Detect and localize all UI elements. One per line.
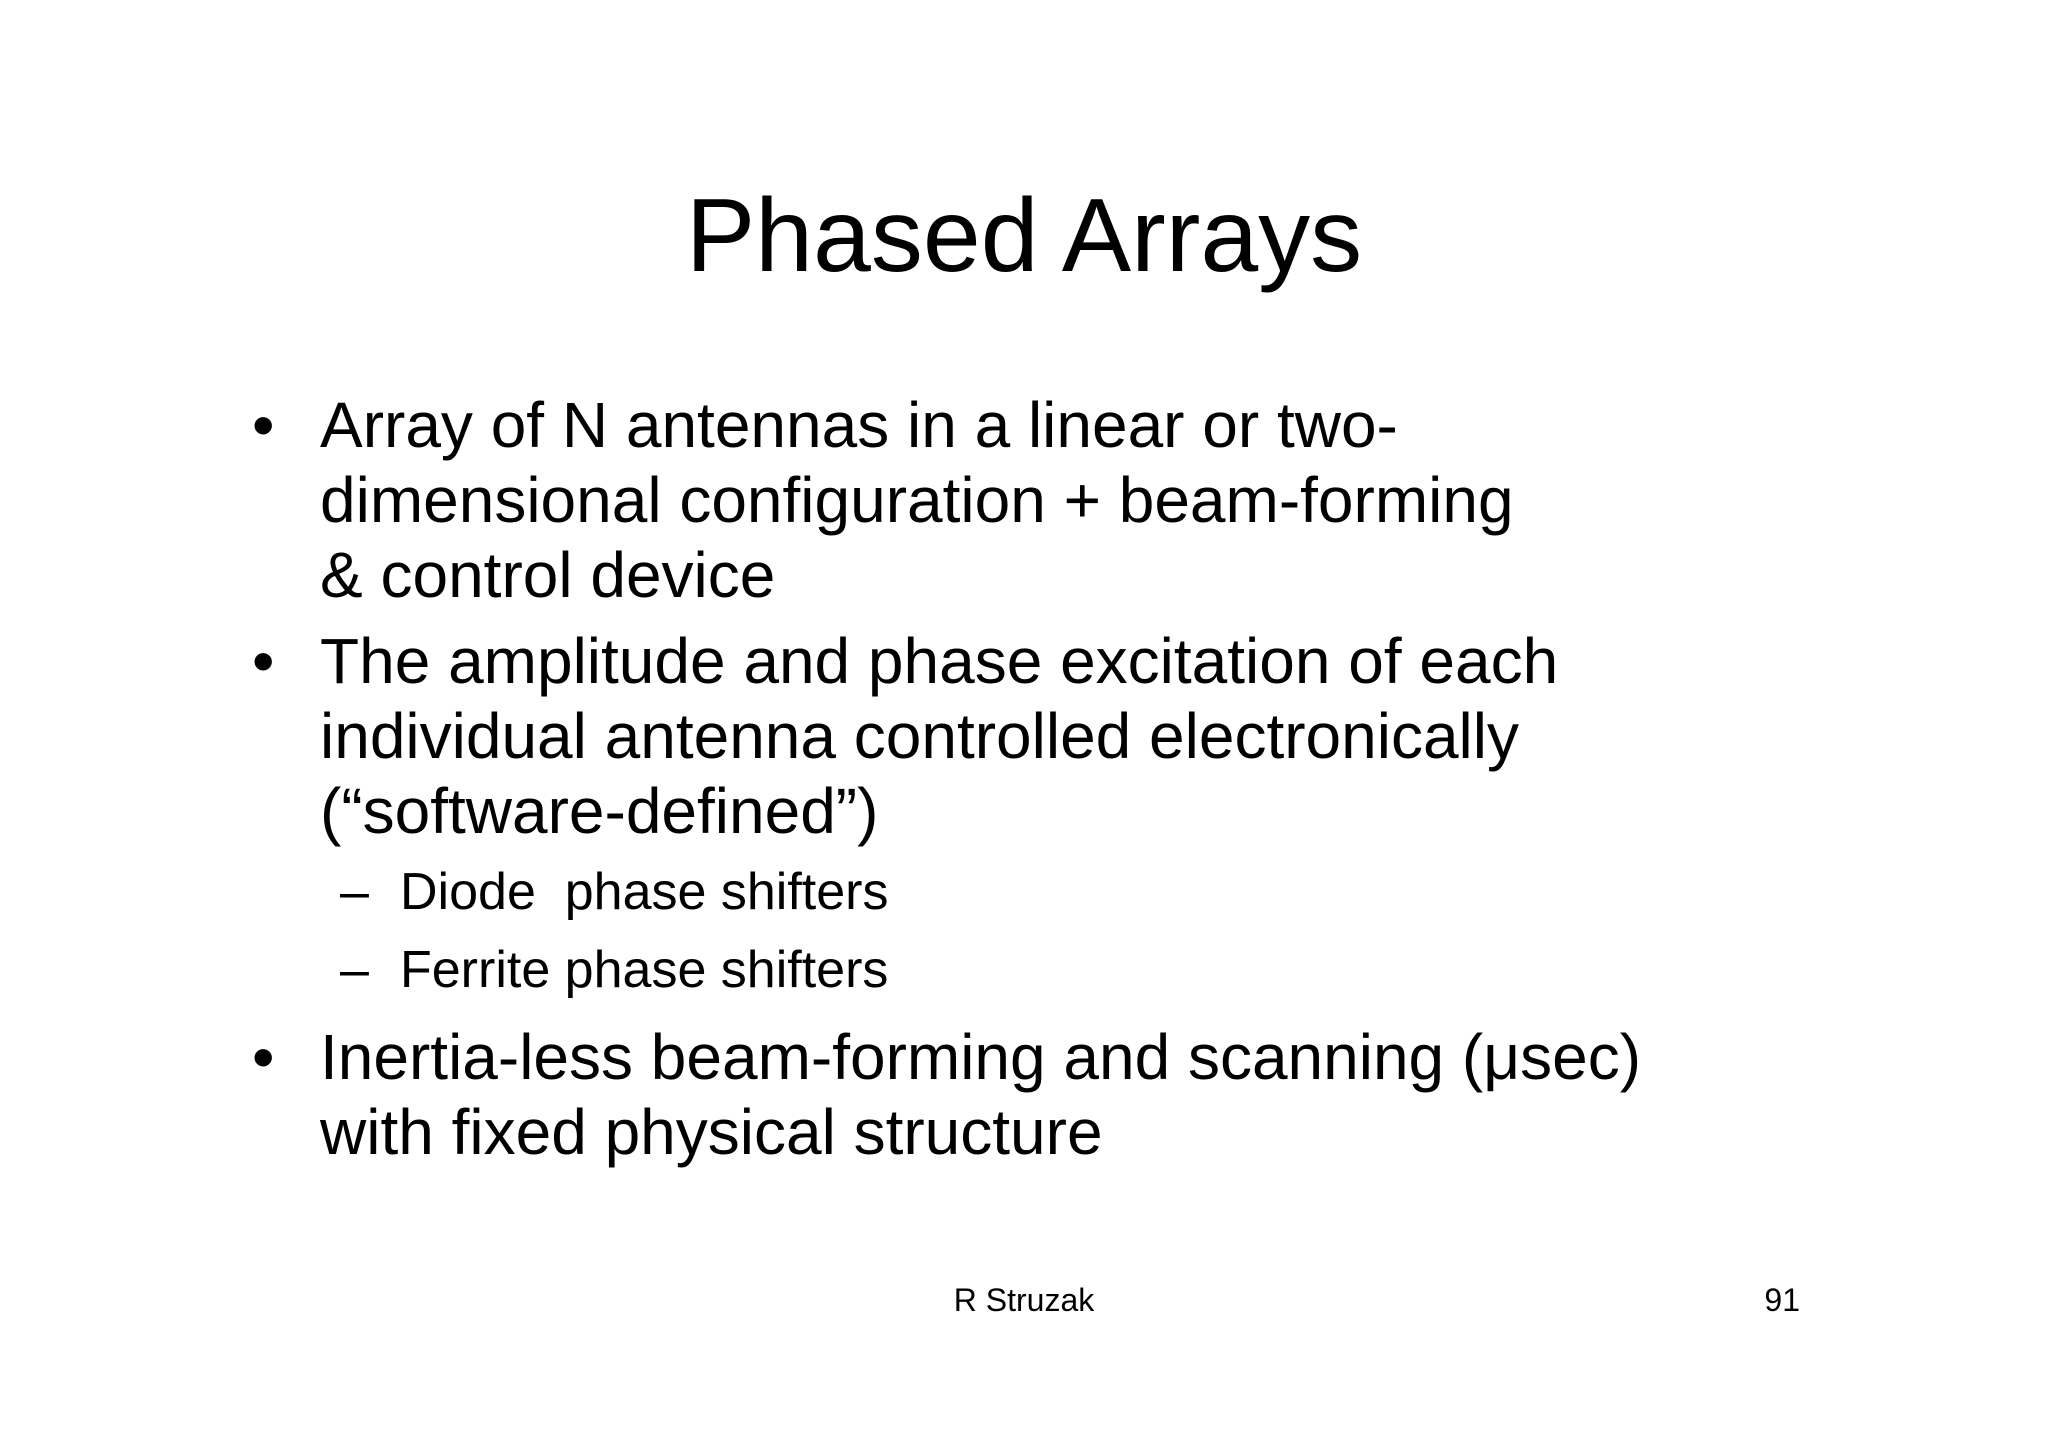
sub-bullet-marker: – bbox=[340, 941, 369, 999]
page-number: 91 bbox=[1764, 1282, 1800, 1318]
bullet-item bbox=[252, 1020, 1816, 1170]
sub-bullet-text: Diode phase shifters bbox=[400, 863, 889, 921]
sub-bullet-item bbox=[340, 940, 1740, 1000]
slide-title: Phased Arrays bbox=[685, 178, 1363, 294]
bullet-marker: • bbox=[252, 1021, 275, 1093]
bullet-text: Array of N antennas in a linear or two- dimensional configuration + beam-forming & control device bbox=[320, 389, 1514, 611]
bullet-item bbox=[252, 624, 1816, 849]
bullet-text: The amplitude and phase excitation of each individual antenna controlled electronically (“software-defined”) bbox=[320, 625, 1559, 847]
sub-bullet-marker: – bbox=[340, 863, 369, 921]
footer-author: R Struzak bbox=[953, 1282, 1095, 1318]
sub-bullet-text: Ferrite phase shifters bbox=[400, 941, 889, 999]
bullet-marker: • bbox=[252, 625, 275, 697]
sub-bullet-item bbox=[340, 862, 1740, 922]
bullet-text: Inertia-less beam-forming and scanning (μsec) with fixed physical structure bbox=[320, 1021, 1641, 1168]
bullet-marker: • bbox=[252, 389, 275, 461]
bullet-item bbox=[252, 388, 1816, 613]
